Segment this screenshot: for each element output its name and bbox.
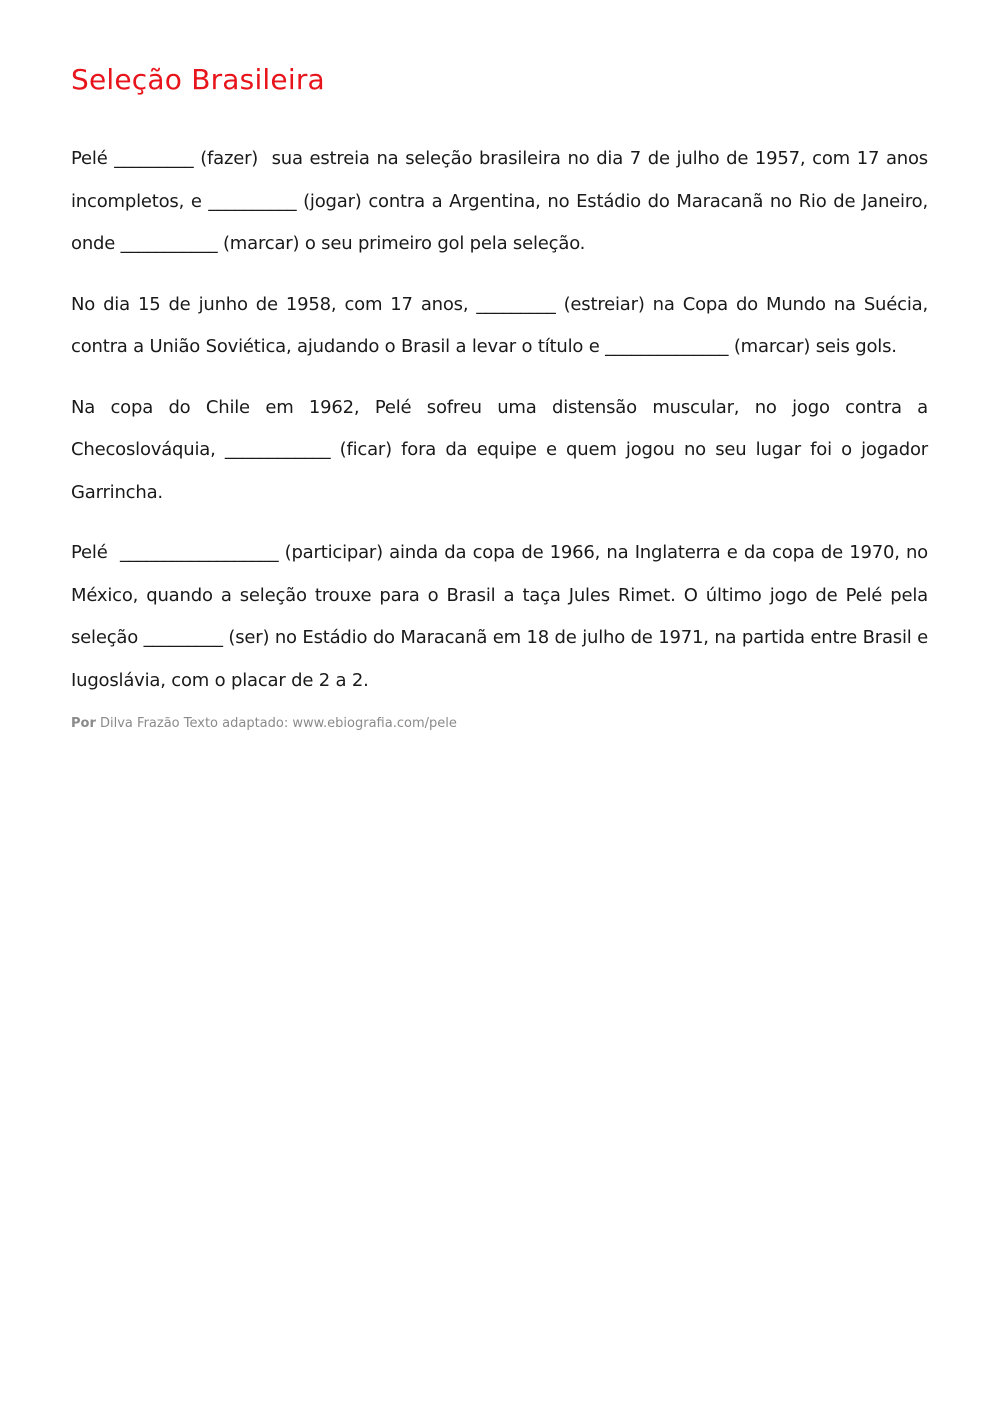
paragraph-1-text: Pelé _________ (fazer) sua estreia na seleção brasileira no dia 7 de julho de 1957, com 17 anos incompletos, e __________ (jogar) contra a Argentina, no Estádio do Maracanã no Rio de Janeiro, onde ___________ (marcar) o seu primeiro gol pela seleção.	[71, 148, 934, 254]
paragraph-4-text: Pelé __________________ (participar) ainda da copa de 1966, na Inglaterra e da copa de 1970, no México, quando a seleção trouxe para o Brasil a taça Jules Rimet. O último jogo de Pelé pela seleção _________ (ser) no Estádio do Maracanã em 18 de julho de 1971, na partida entre Brasil e Iugoslávia, com o placar de 2 a 2.	[71, 542, 934, 691]
paragraph-2	[71, 284, 934, 369]
paragraph-3	[71, 387, 934, 515]
credit-by-label: Por	[71, 716, 96, 731]
worksheet-page	[71, 58, 934, 734]
paragraph-2-text: No dia 15 de junho de 1958, com 17 anos, _________ (estreiar) na Copa do Mundo na Suécia, contra a União Soviética, ajudando o Brasil a levar o título e ______________ (marcar) seis gols.	[71, 293, 934, 357]
page-title: Seleção Brasileira	[71, 63, 325, 96]
source-credit	[71, 714, 928, 734]
paragraph-3-text: Na copa do Chile em 1962, Pelé sofreu uma distensão muscular, no jogo contra a Checoslováquia, ____________ (ficar) fora da equipe e quem jogou no seu lugar foi o jogador Garrincha.	[71, 396, 934, 503]
paragraph-4	[71, 532, 934, 702]
credit-text: Dilva Frazão Texto adaptado: www.ebiografia.com/pele	[95, 716, 457, 731]
paragraph-1	[71, 138, 934, 266]
